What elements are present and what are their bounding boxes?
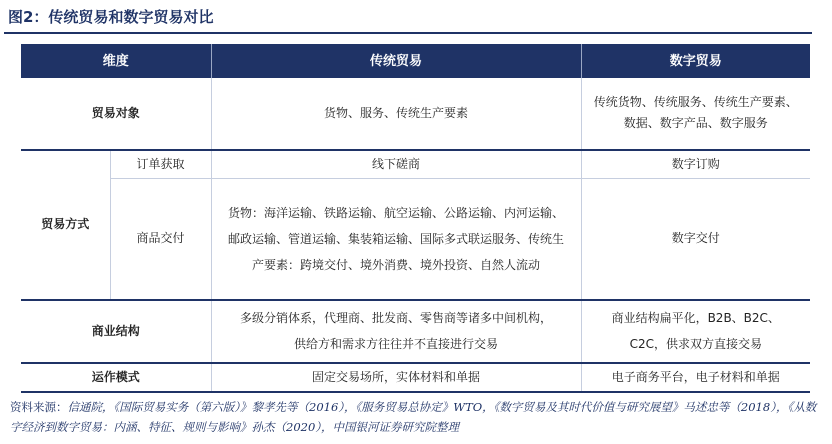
cell-structure-digital: 商业结构扁平化，B2B、B2C、C2C，供求双方直接交易 (581, 300, 810, 364)
cell-structure-traditional: 多级分销体系，代理商、批发商、零售商等诸多中间机构，供给方和需求方往往并不直接进行交易 (211, 300, 581, 364)
row-label-operation: 运作模式 (21, 363, 211, 392)
figure-title: 图2：传统贸易和数字贸易对比 (8, 8, 214, 26)
title-underline (4, 32, 812, 34)
table-row-operation (21, 363, 810, 392)
table-row-delivery (21, 179, 810, 300)
comparison-table (21, 44, 810, 393)
source-label: 资料来源： (10, 400, 68, 414)
source-note (10, 397, 822, 437)
table-row-order (21, 150, 810, 179)
cell-order-traditional: 线下磋商 (211, 150, 581, 179)
row-label-mode: 贸易方式 (21, 150, 110, 300)
cell-delivery-digital: 数字交付 (581, 179, 810, 300)
cell-operation-digital: 电子商务平台，电子材料和单据 (581, 363, 810, 392)
header-traditional: 传统贸易 (211, 44, 581, 78)
header-digital: 数字贸易 (581, 44, 810, 78)
cell-operation-traditional: 固定交易场所，实体材料和单据 (211, 363, 581, 392)
sub-label-order: 订单获取 (110, 150, 211, 179)
cell-order-digital: 数字订购 (581, 150, 810, 179)
cell-object-traditional: 货物、服务、传统生产要素 (211, 78, 581, 150)
table-header-row (21, 44, 810, 78)
cell-object-digital: 传统货物、传统服务、传统生产要素、数据、数字产品、数字服务 (581, 78, 810, 150)
cell-delivery-traditional: 货物：海洋运输、铁路运输、航空运输、公路运输、内河运输、邮政运输、管道运输、集装箱运输、国际多式联运服务、传统生产要素：跨境交付、境外消费、境外投资、自然人流动 (211, 179, 581, 300)
table-row-object (21, 78, 810, 150)
row-label-object: 贸易对象 (21, 78, 211, 150)
source-text: 信通院，《国际贸易实务（第六版）》黎孝先等（2016），《服务贸易总协定》WTO，《数字贸易及其时代价值与研究展望》马述忠等（2018），《从数字经济到数字贸易：内涵、特征、规则与影响》孙杰（2020），中国银河证券研究院整理 (10, 400, 817, 434)
row-label-structure: 商业结构 (21, 300, 211, 364)
sub-label-delivery: 商品交付 (110, 179, 211, 300)
table-row-structure (21, 300, 810, 364)
header-dimension: 维度 (21, 44, 211, 78)
